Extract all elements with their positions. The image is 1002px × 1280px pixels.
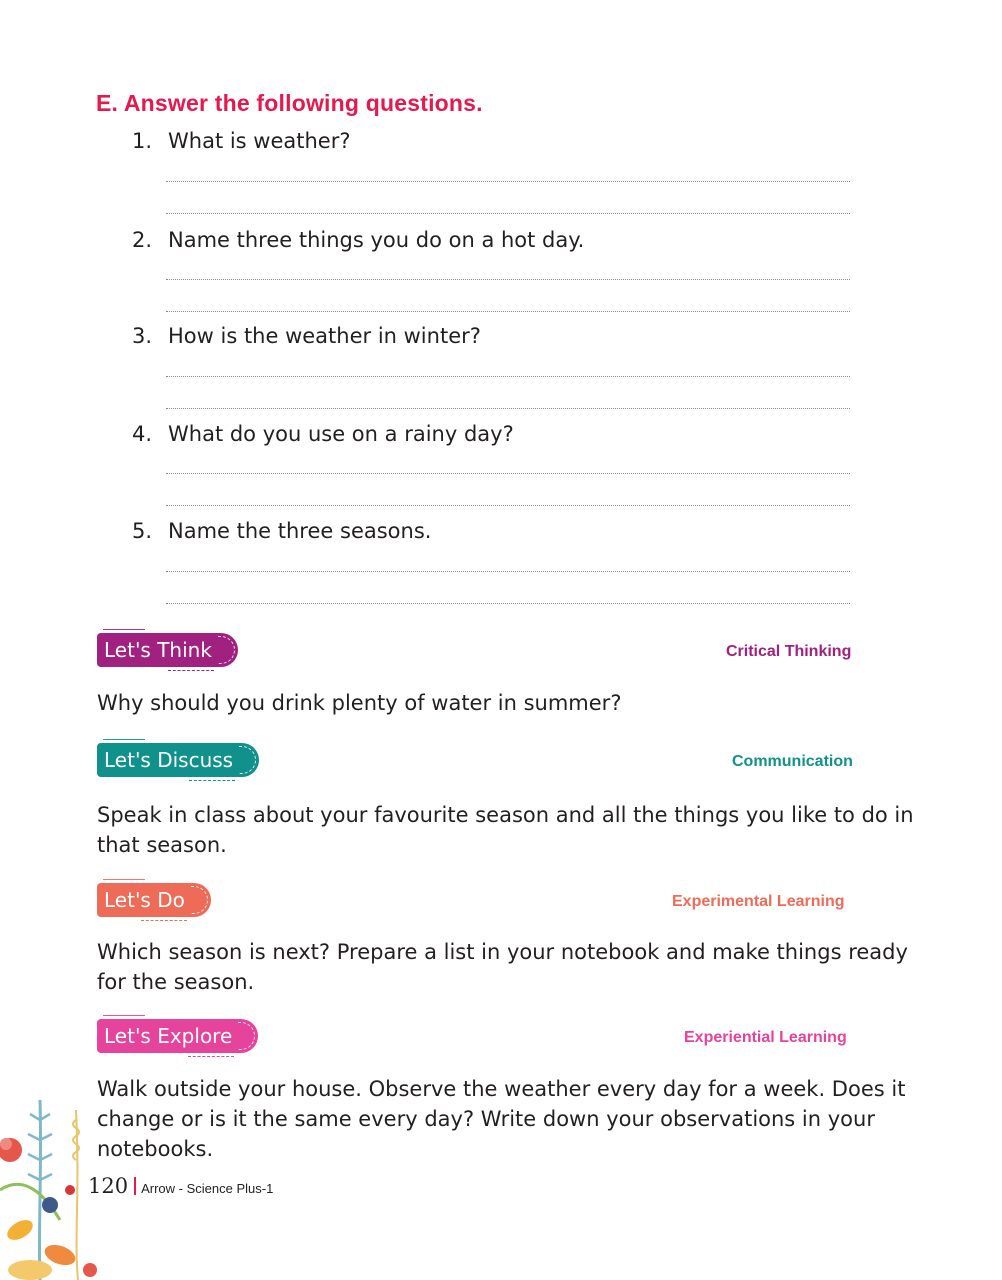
question-2: [132, 228, 584, 252]
page-footer: [88, 1174, 273, 1198]
question-1: [132, 129, 351, 153]
answer-line[interactable]: [166, 408, 850, 409]
skill-label: Critical Thinking: [726, 643, 852, 660]
question-text: How is the weather in winter?: [168, 324, 481, 348]
answer-line[interactable]: [166, 279, 850, 280]
footer-separator: [134, 1177, 136, 1195]
answer-line[interactable]: [166, 181, 850, 182]
activity-text: Why should you drink plenty of water in summer?: [97, 691, 622, 715]
tag-label: Let's Explore: [104, 1024, 233, 1048]
question-5: [132, 519, 431, 543]
lets-discuss-tag: [97, 743, 259, 777]
lets-explore-tag: [97, 1019, 258, 1053]
question-number: 1.: [132, 129, 153, 153]
tag-label: Let's Do: [104, 888, 185, 912]
answer-line[interactable]: [166, 603, 850, 604]
question-number: 2.: [132, 228, 153, 252]
tag-label: Let's Discuss: [104, 748, 234, 772]
answer-line[interactable]: [166, 571, 850, 572]
lets-think-tag: [97, 633, 238, 667]
question-4: [132, 422, 514, 446]
question-number: 5.: [132, 519, 153, 543]
section-heading: E. Answer the following questions.: [96, 90, 483, 116]
page-number: 120: [88, 1174, 129, 1198]
question-number: 4.: [132, 422, 153, 446]
skill-label: Communication: [732, 753, 853, 770]
question-3: [132, 324, 481, 348]
skill-label: Experiential Learning: [684, 1029, 847, 1046]
answer-line[interactable]: [166, 311, 850, 312]
question-number: 3.: [132, 324, 153, 348]
answer-line[interactable]: [166, 473, 850, 474]
book-title: Arrow - Science Plus-1: [141, 1181, 274, 1196]
lets-do-tag: [97, 883, 211, 917]
skill-label: Experimental Learning: [672, 893, 845, 910]
question-text: What do you use on a rainy day?: [168, 422, 514, 446]
activity-text: Speak in class about your favourite season and all the things you like to do in that season.: [97, 803, 914, 857]
question-text: What is weather?: [168, 129, 351, 153]
answer-line[interactable]: [166, 213, 850, 214]
answer-line[interactable]: [166, 505, 850, 506]
activity-text: Which season is next? Prepare a list in your notebook and make things ready for the season.: [97, 940, 908, 994]
answer-line[interactable]: [166, 376, 850, 377]
question-text: Name the three seasons.: [168, 519, 432, 543]
question-text: Name three things you do on a hot day.: [168, 228, 585, 252]
tag-label: Let's Think: [104, 638, 212, 662]
activity-text: Walk outside your house. Observe the weather every day for a week. Does it change or is it the same every day? Write down your observations in your notebooks.: [97, 1077, 906, 1161]
